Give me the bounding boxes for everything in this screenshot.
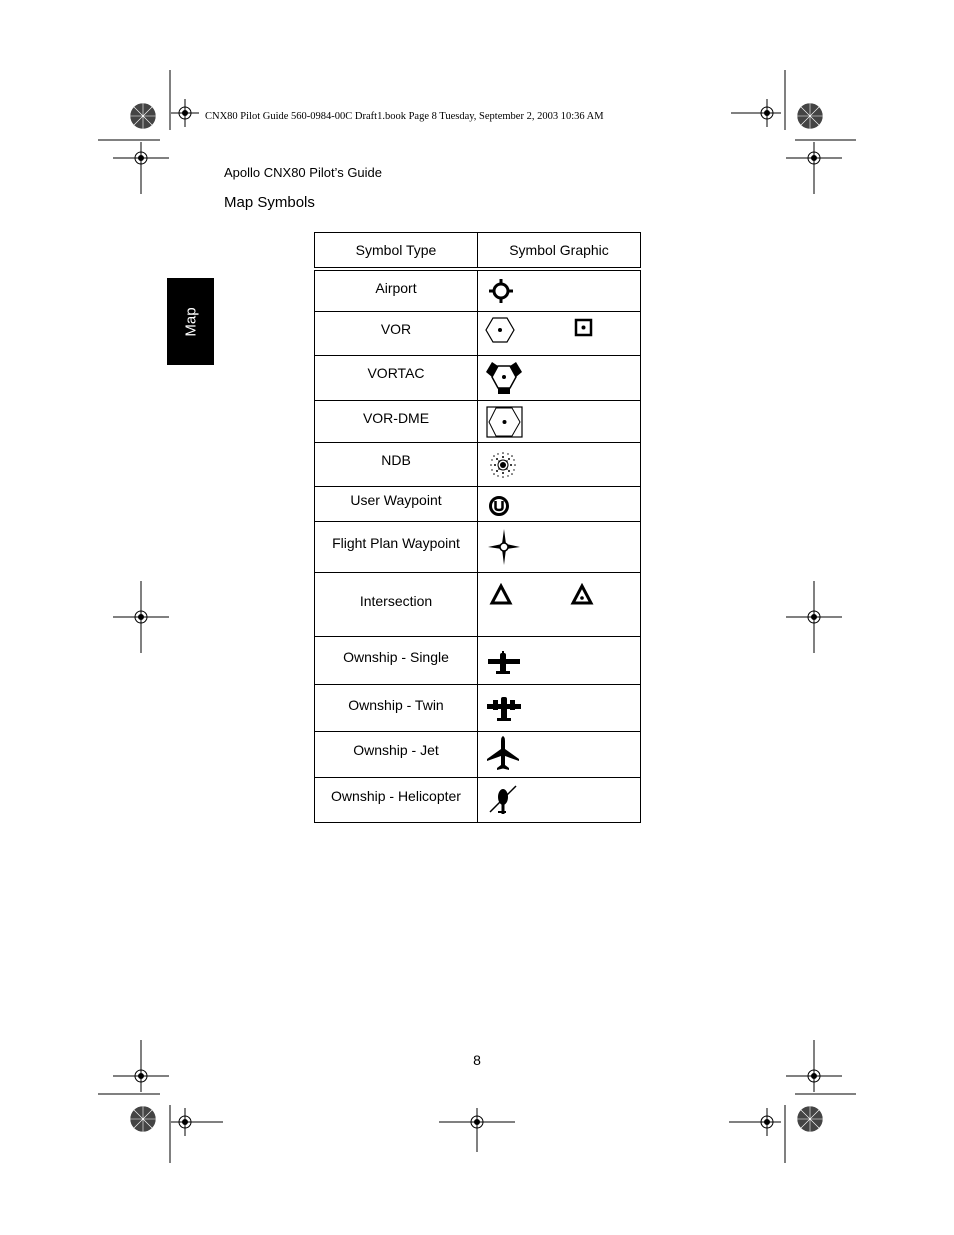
table-row <box>315 636 641 684</box>
jet-aircraft-icon <box>485 735 521 773</box>
table-row <box>315 777 641 822</box>
symbol-type-ownship-single: Ownship - Single <box>343 648 449 665</box>
symbol-type-intersection: Intersection <box>359 592 433 609</box>
helicopter-icon <box>486 782 520 818</box>
side-tab <box>167 278 214 365</box>
symbol-type-vor-dme: VOR-DME <box>362 409 430 426</box>
symbol-type-ownship-twin: Ownship - Twin <box>348 696 444 713</box>
table-row <box>315 311 641 355</box>
guide-title: Apollo CNX80 Pilot’s Guide <box>224 165 383 180</box>
intersection-triangle-icon <box>489 583 513 605</box>
intersection-triangle-dot-icon <box>570 583 594 605</box>
twin-engine-aircraft-icon <box>485 695 523 725</box>
vor-dme-icon <box>486 406 524 438</box>
side-tab-label: Map <box>182 306 199 337</box>
table-row <box>315 486 641 521</box>
symbol-type-ownship-helicopter: Ownship - Helicopter <box>331 787 461 804</box>
print-header: CNX80 Pilot Guide 560-0984-00C Draft1.book Page 8 Tuesday, September 2, 2003 10:36 AM <box>205 111 604 122</box>
table-row <box>315 572 641 636</box>
table-row <box>315 442 641 486</box>
vor-hexagon-icon <box>484 316 516 344</box>
symbol-type-user-waypoint: User Waypoint <box>350 491 442 508</box>
symbol-type-vortac: VORTAC <box>367 364 425 381</box>
user-waypoint-icon <box>488 495 510 517</box>
column-header-symbol-graphic: Symbol Graphic <box>478 233 641 270</box>
section-title: Map Symbols <box>224 194 315 211</box>
table-header-row <box>315 233 641 270</box>
symbol-type-ownship-jet: Ownship - Jet <box>353 741 439 758</box>
symbol-type-ndb: NDB <box>381 451 411 468</box>
single-engine-aircraft-icon <box>486 650 522 678</box>
table-row <box>315 521 641 572</box>
table-row <box>315 355 641 400</box>
flight-plan-waypoint-icon <box>486 527 522 567</box>
airport-icon <box>488 278 514 304</box>
table-row <box>315 731 641 777</box>
vor-square-icon <box>574 318 594 338</box>
symbol-type-vor: VOR <box>380 320 412 337</box>
ndb-icon <box>486 448 520 482</box>
symbol-type-airport: Airport <box>375 280 417 296</box>
map-symbols-table <box>314 232 641 823</box>
table-row <box>315 269 641 311</box>
vortac-icon <box>485 360 525 396</box>
symbol-type-flight-plan-waypoint: Flight Plan Waypoint <box>332 534 460 551</box>
page-number: 8 <box>473 1052 481 1068</box>
table-row <box>315 684 641 731</box>
column-header-symbol-type: Symbol Type <box>315 233 478 270</box>
table-row <box>315 400 641 442</box>
